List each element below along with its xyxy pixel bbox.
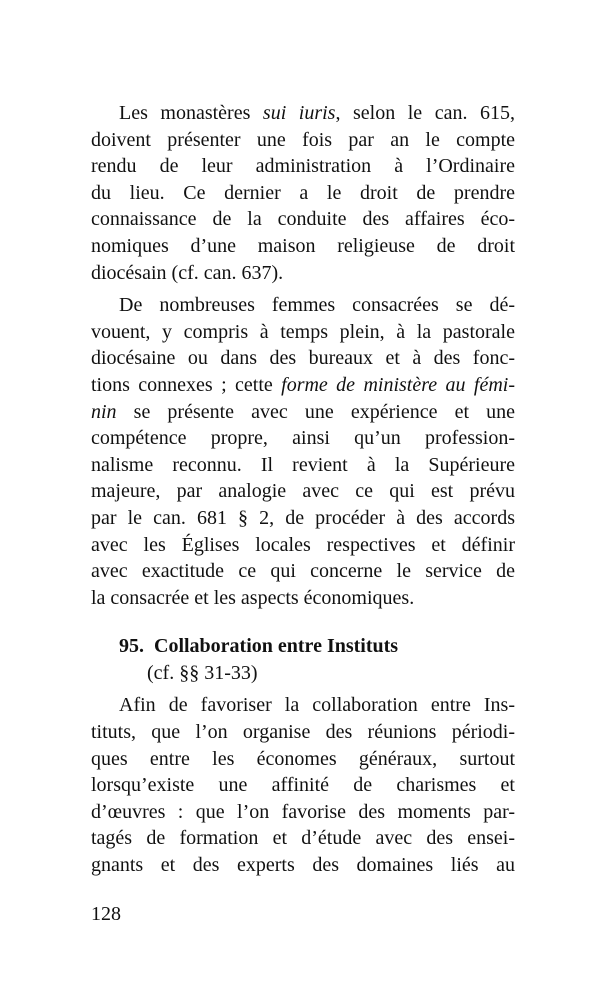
text-line: diocésaine ou dans des bureaux et à des fonc-: [91, 347, 515, 370]
text-line: tituts, que l’on organise des réunions périodi-: [91, 721, 515, 744]
text-line: d’œuvres : que l’on favorise des moments par-: [91, 800, 515, 823]
text-line: doivent présenter une fois par an le compte: [91, 128, 515, 151]
italic-term: nin: [91, 400, 117, 423]
text-line: [91, 399, 515, 426]
text-line: majeure, par analogie avec ce qui est prévu: [91, 480, 515, 503]
page-number: 128: [91, 903, 121, 925]
text-line: De nombreuses femmes consacrées se dé-: [119, 294, 515, 317]
text-line: connaissance de la conduite des affaires éco-: [91, 208, 515, 231]
section-title-line: [91, 633, 515, 660]
paragraph-monasteres: [91, 100, 515, 286]
text-line: rendu de leur administration à l’Ordinaire: [91, 155, 515, 178]
paragraph-femmes-consacrees: [91, 292, 515, 611]
section-number: 95.: [119, 635, 144, 658]
section-subtitle: (cf. §§ 31-33): [147, 661, 258, 684]
paragraph-collaboration: [91, 692, 515, 878]
text-line: [91, 372, 515, 399]
text-span: , selon le can. 615,: [335, 102, 515, 124]
text-line: du lieu. Ce dernier a le droit de prendre: [91, 181, 515, 204]
text-line: [91, 100, 515, 127]
italic-term: sui iuris: [262, 102, 336, 124]
text-line: ques entre les économes généraux, surtout: [91, 747, 515, 770]
text-line: vouent, y compris à temps plein, à la pastorale: [91, 320, 515, 343]
text-line: Afin de favoriser la collaboration entre Ins-: [119, 694, 515, 717]
text-line: par le can. 681 § 2, de procéder à des accords: [91, 506, 515, 529]
text-line: lorsqu’existe une affinité de charismes et: [91, 774, 515, 797]
text-line: la consacrée et les aspects économiques.: [91, 586, 415, 609]
text-line: avec exactitude ce qui concerne le service de: [91, 560, 515, 583]
text-line: nalisme reconnu. Il revient à la Supérieure: [91, 453, 515, 476]
text-line: tagés de formation et d’étude avec des ensei-: [91, 827, 515, 850]
section-spacer: [91, 611, 515, 633]
text-line: compétence propre, ainsi qu’un profession-: [91, 427, 515, 450]
text-line: avec les Églises locales respectives et définir: [91, 533, 515, 556]
text-line: diocésain (cf. can. 637).: [91, 261, 284, 284]
text-line: nomiques d’une maison religieuse de droit: [91, 234, 515, 257]
text-span: Les monastères: [119, 102, 263, 124]
section-heading: [91, 633, 515, 686]
italic-term: forme de ministère au fémi-: [281, 373, 515, 396]
text-line: gnants et des experts des domaines liés au: [91, 854, 515, 877]
text-span: tions connexes ; cette: [91, 373, 282, 396]
text-span: se présente avec une expérience et une: [116, 400, 515, 423]
section-title: Collaboration entre Instituts: [154, 635, 399, 658]
page-body: [91, 100, 515, 879]
